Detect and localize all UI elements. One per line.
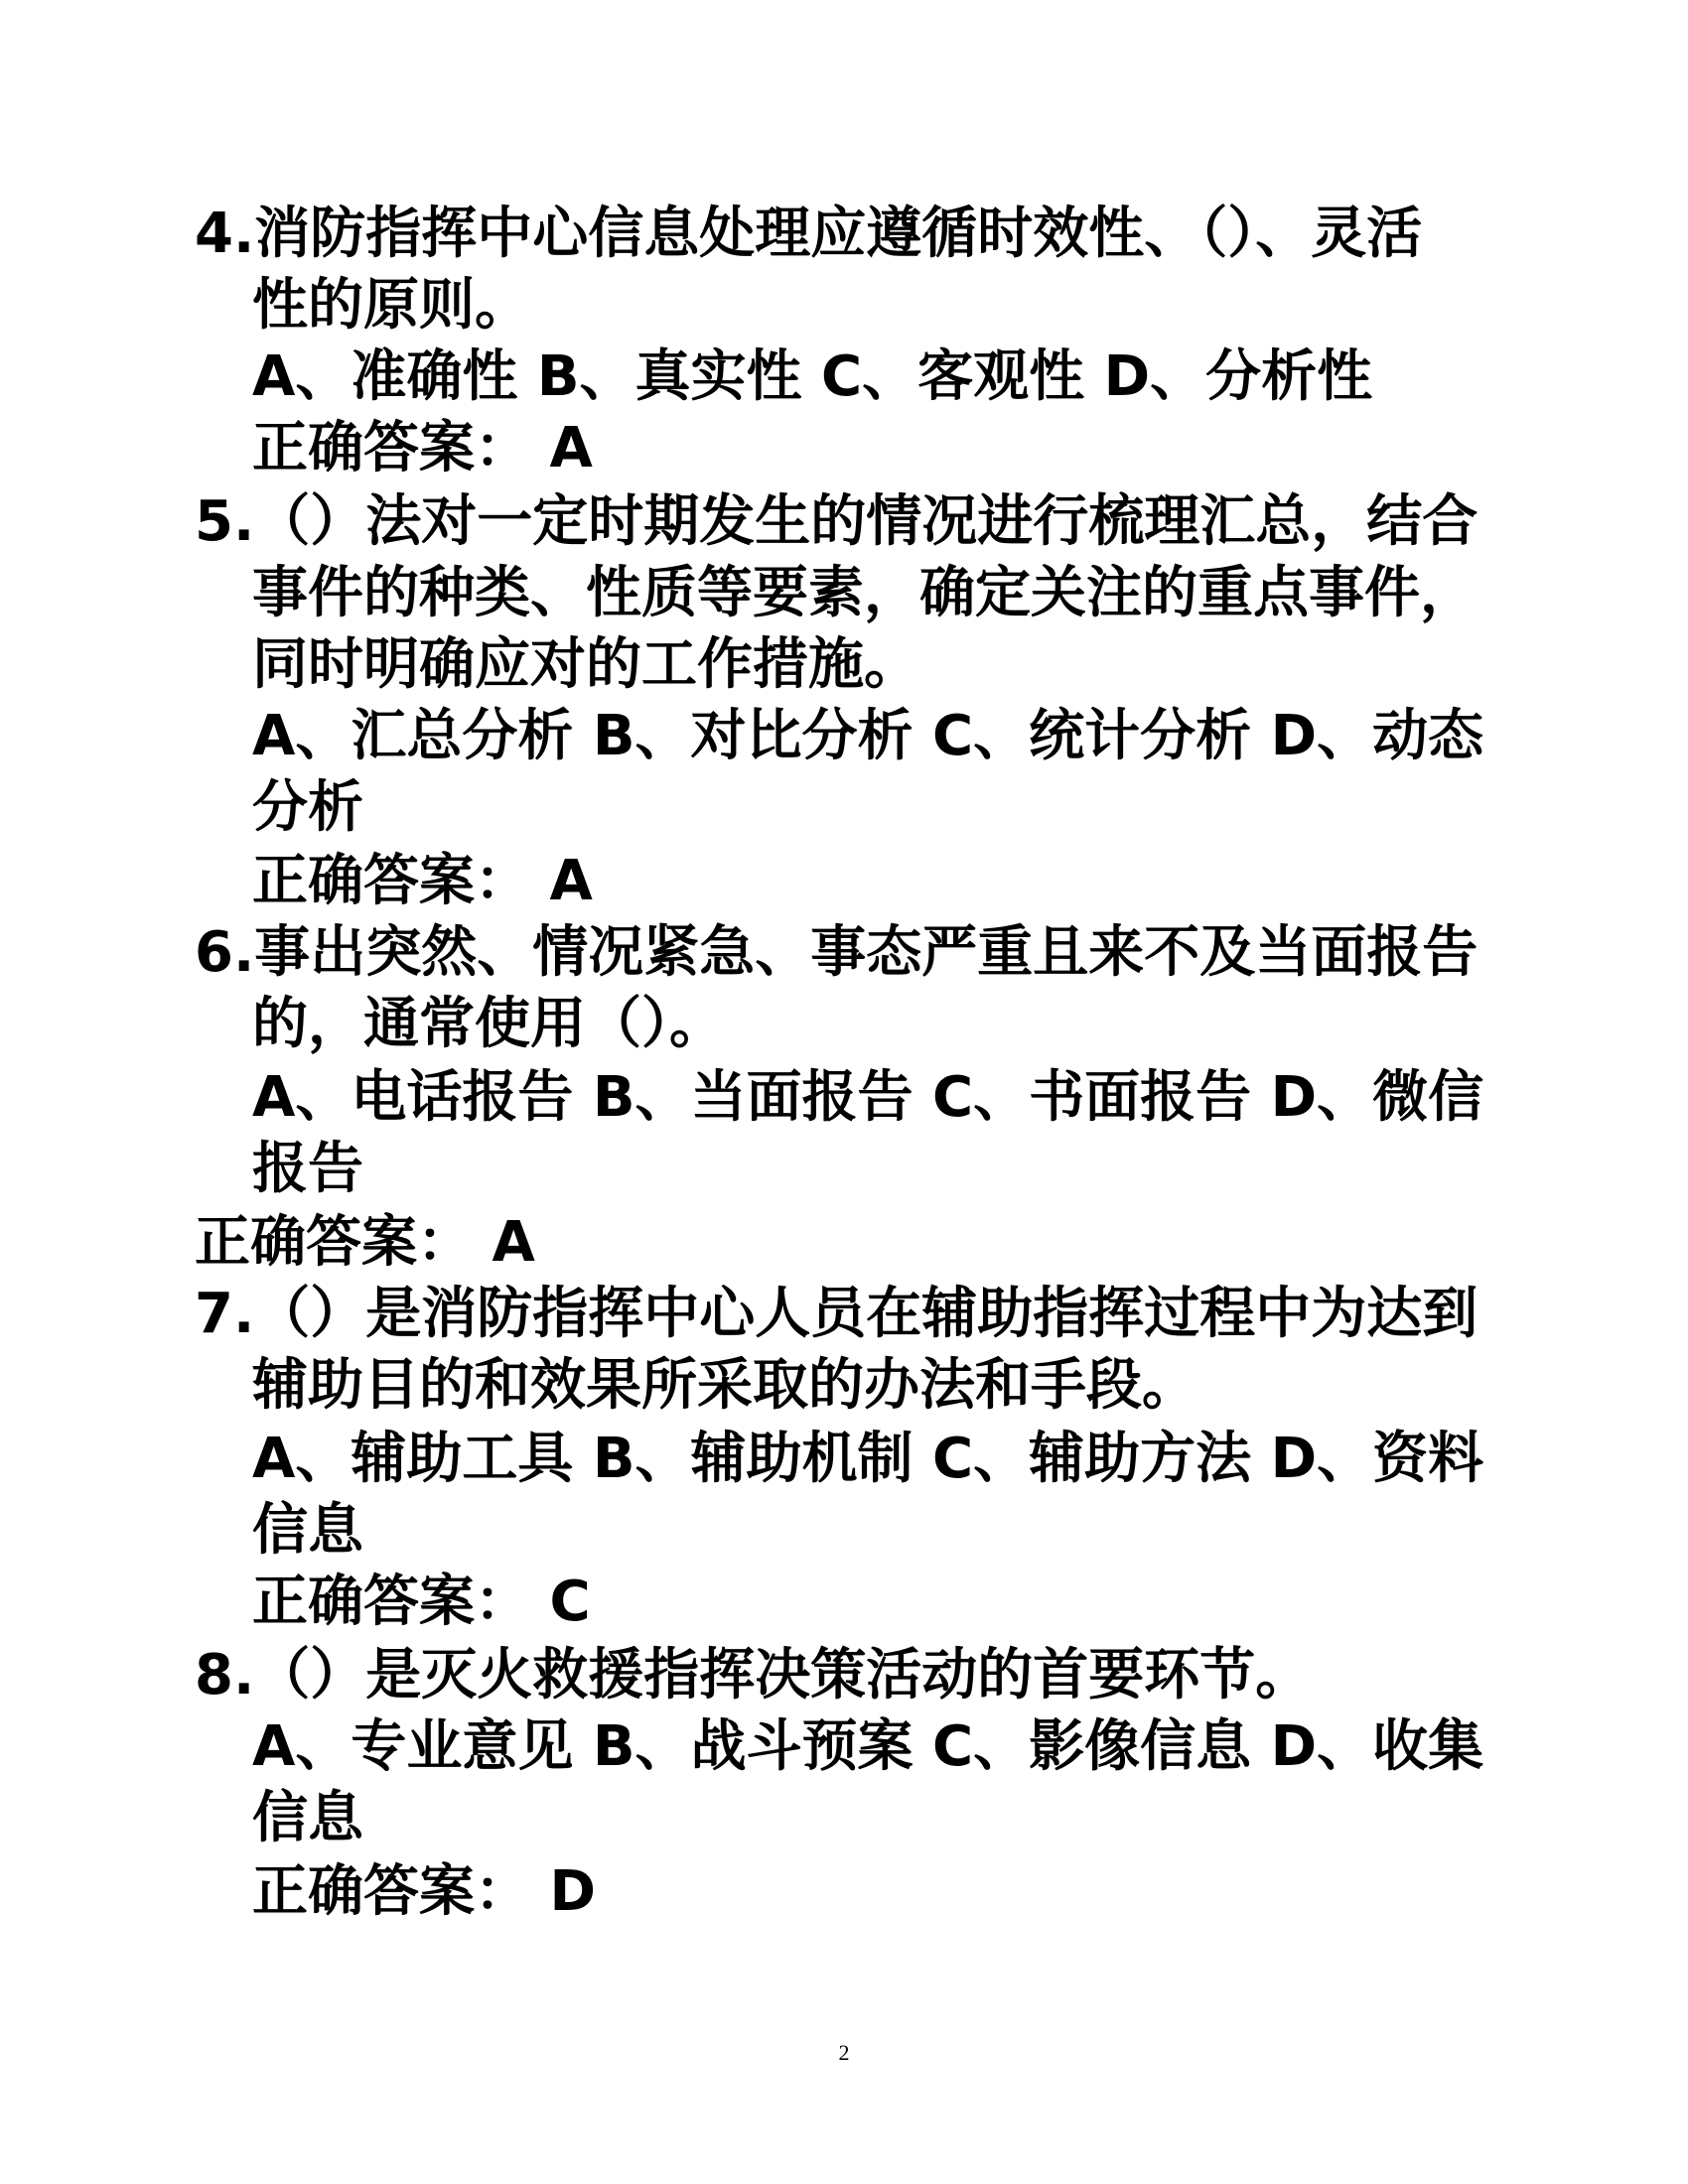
- question-8-stem-line-1: 8.（）是灭火救援指挥决策活动的首要环节。: [195, 1643, 1312, 1707]
- question-5-stem-line-1: 5.（）法对一定时期发生的情况进行梳理汇总，结合: [195, 489, 1478, 554]
- question-7-answer: 正确答案： C: [252, 1570, 591, 1634]
- question-6-options-line-2: 报告: [252, 1137, 363, 1201]
- question-8-answer: 正确答案： D: [252, 1859, 596, 1924]
- question-4-stem-line-2: 性的原则。: [252, 273, 530, 338]
- question-7-stem-line-2: 辅助目的和效果所采取的办法和手段。: [252, 1353, 1197, 1418]
- question-8-options-line-1: A、专业意见 B、战斗预案 C、影像信息 D、收集: [252, 1714, 1484, 1779]
- question-5-stem-line-3: 同时明确应对的工作措施。: [252, 632, 919, 697]
- question-7-options-line-2: 信息: [252, 1498, 363, 1563]
- question-7-options-line-1: A、辅助工具 B、辅助机制 C、辅助方法 D、资料: [252, 1427, 1484, 1491]
- question-6-stem-line-2: 的，通常使用（）。: [252, 992, 725, 1056]
- question-6-options-line-1: A、电话报告 B、当面报告 C、书面报告 D、微信: [252, 1065, 1484, 1130]
- question-5-options-line-2: 分析: [252, 775, 363, 840]
- page-number: 2: [838, 2040, 850, 2065]
- question-8-options-line-2: 信息: [252, 1786, 363, 1850]
- question-4-answer: 正确答案： A: [252, 416, 593, 480]
- question-6-stem-line-1: 6.事出突然、情况紧急、事态严重且来不及当面报告: [195, 920, 1478, 985]
- question-7-stem-line-1: 7.（）是消防指挥中心人员在辅助指挥过程中为达到: [195, 1282, 1478, 1346]
- question-6-answer: 正确答案： A: [195, 1210, 535, 1275]
- question-4-options: A、准确性 B、真实性 C、客观性 D、分析性: [252, 344, 1373, 409]
- question-4-stem-line-1: 4.消防指挥中心信息处理应遵循时效性、（）、灵活: [195, 202, 1423, 266]
- question-5-options-line-1: A、汇总分析 B、对比分析 C、统计分析 D、动态: [252, 704, 1484, 768]
- question-5-answer: 正确答案： A: [252, 849, 593, 913]
- question-5-stem-line-2: 事件的种类、性质等要素，确定关注的重点事件，: [252, 561, 1476, 625]
